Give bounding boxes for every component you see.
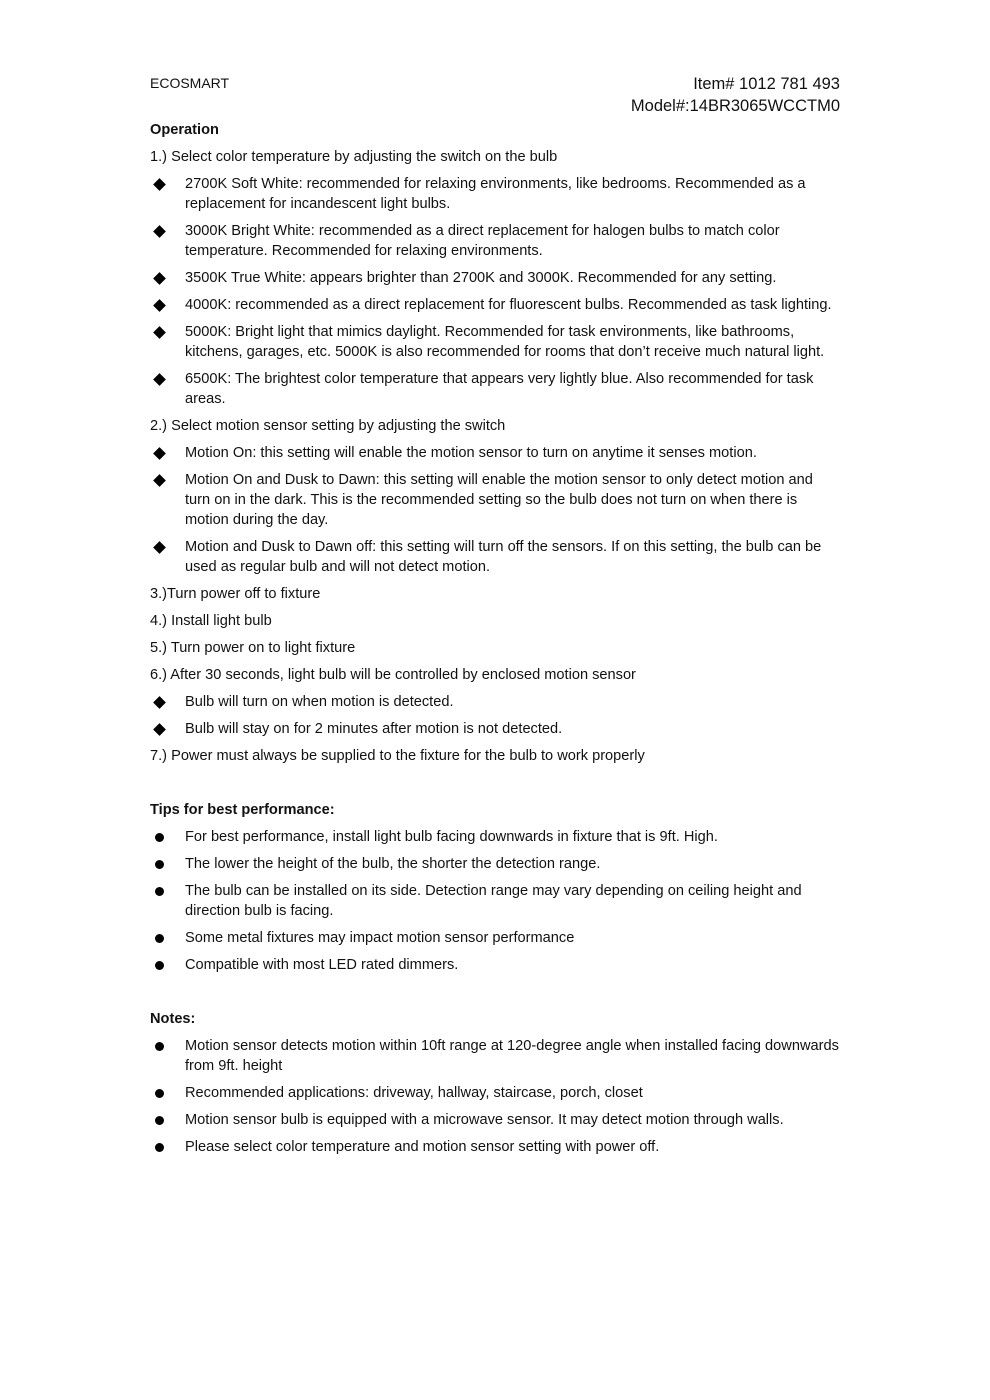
note-text: Please select color temperature and motion sensor setting with power off.: [185, 1139, 660, 1155]
sensor-behavior-item: [150, 692, 840, 712]
note-text: Motion sensor bulb is equipped with a microwave sensor. It may detect motion through walls.: [185, 1112, 784, 1128]
diamond-bullet-icon: [150, 268, 168, 288]
color-temp-item: [150, 369, 840, 409]
document-body: [150, 120, 840, 1164]
color-temp-item: [150, 221, 840, 261]
tip-text: Some metal fixtures may impact motion sensor performance: [185, 930, 575, 946]
dot-bullet-icon: [150, 1036, 168, 1056]
tip-text: Compatible with most LED rated dimmers.: [185, 957, 459, 973]
note-item: [150, 1083, 840, 1103]
tip-text: The lower the height of the bulb, the shorter the detection range.: [185, 856, 601, 872]
motion-setting-item: [150, 443, 840, 463]
diamond-bullet-icon: [150, 295, 168, 315]
tip-item: [150, 854, 840, 874]
color-temp-text: 3500K True White: appears brighter than 2700K and 3000K. Recommended for any setting.: [185, 270, 777, 286]
tip-text: For best performance, install light bulb facing downwards in fixture that is 9ft. High.: [185, 829, 718, 845]
step-3: 3.)Turn power off to fixture: [150, 586, 321, 602]
tip-text: The bulb can be installed on its side. Detection range may vary depending on ceiling height and direction bulb is facing.: [185, 883, 802, 919]
diamond-bullet-icon: [150, 369, 168, 389]
diamond-bullet-icon: [150, 537, 168, 557]
color-temp-text: 5000K: Bright light that mimics daylight. Recommended for task environments, like bathrooms, kitchens, garages, etc. 5000K is also recommended for rooms that don’t receive much natural light.: [185, 324, 825, 360]
dot-bullet-icon: [150, 1137, 168, 1157]
color-temp-text: 4000K: recommended as a direct replacement for fluorescent bulbs. Recommended as task lighting.: [185, 297, 832, 313]
color-temp-text: 2700K Soft White: recommended for relaxing environments, like bedrooms. Recommended as a replacement for incandescent light bulbs.: [185, 176, 806, 212]
note-item: [150, 1137, 840, 1157]
motion-setting-text: Motion On and Dusk to Dawn: this setting will enable the motion sensor to only detect motion and turn on in the dark. This is the recommended setting so the bulb does not turn on when there is motion during the day.: [185, 472, 813, 528]
tip-item: [150, 928, 840, 948]
color-temp-item: [150, 268, 840, 288]
step-6: 6.) After 30 seconds, light bulb will be controlled by enclosed motion sensor: [150, 667, 636, 683]
tip-item: [150, 827, 840, 847]
dot-bullet-icon: [150, 1083, 168, 1103]
diamond-bullet-icon: [150, 221, 168, 241]
color-temp-text: 6500K: The brightest color temperature that appears very lightly blue. Also recommended for task areas.: [185, 371, 814, 407]
model-number: Model#:14BR3065WCCTM0: [630, 97, 840, 115]
motion-setting-text: Motion and Dusk to Dawn off: this setting will turn off the sensors. If on this setting, the bulb can be used as regular bulb and will not detect motion.: [185, 539, 822, 575]
sensor-behavior-text: Bulb will stay on for 2 minutes after motion is not detected.: [185, 721, 563, 737]
diamond-bullet-icon: [150, 443, 168, 463]
motion-setting-item: [150, 537, 840, 577]
motion-setting-item: [150, 470, 840, 530]
color-temp-item: [150, 322, 840, 362]
note-item: [150, 1110, 840, 1130]
tip-item: [150, 955, 840, 975]
note-text: Motion sensor detects motion within 10ft range at 120-degree angle when installed facing downwards from 9ft. height: [185, 1038, 839, 1074]
dot-bullet-icon: [150, 955, 168, 975]
dot-bullet-icon: [150, 928, 168, 948]
dot-bullet-icon: [150, 881, 168, 901]
sensor-behavior-item: [150, 719, 840, 739]
item-number: Item# 1012 781 493: [693, 75, 840, 93]
sensor-behavior-text: Bulb will turn on when motion is detected.: [185, 694, 454, 710]
color-temp-item: [150, 174, 840, 214]
step-5: 5.) Turn power on to light fixture: [150, 640, 356, 656]
operation-heading: Operation: [150, 122, 219, 138]
diamond-bullet-icon: [150, 470, 168, 490]
product-identifiers: [631, 73, 840, 117]
brand-name: ECOSMART: [150, 75, 230, 91]
notes-heading: Notes:: [150, 1011, 196, 1027]
step-4: 4.) Install light bulb: [150, 613, 272, 629]
step-7: 7.) Power must always be supplied to the fixture for the bulb to work properly: [150, 748, 645, 764]
dot-bullet-icon: [150, 854, 168, 874]
note-item: [150, 1036, 840, 1076]
tip-item: [150, 881, 840, 921]
diamond-bullet-icon: [150, 692, 168, 712]
dot-bullet-icon: [150, 1110, 168, 1130]
diamond-bullet-icon: [150, 719, 168, 739]
document-header: [150, 73, 840, 123]
step-1: 1.) Select color temperature by adjusting the switch on the bulb: [150, 149, 558, 165]
color-temp-item: [150, 295, 840, 315]
note-text: Recommended applications: driveway, hallway, staircase, porch, closet: [185, 1085, 643, 1101]
dot-bullet-icon: [150, 827, 168, 847]
step-2: 2.) Select motion sensor setting by adjusting the switch: [150, 418, 506, 434]
tips-heading: Tips for best performance:: [150, 802, 335, 818]
color-temp-text: 3000K Bright White: recommended as a direct replacement for halogen bulbs to match color temperature. Recommended for relaxing environments.: [185, 223, 780, 259]
diamond-bullet-icon: [150, 174, 168, 194]
diamond-bullet-icon: [150, 322, 168, 342]
motion-setting-text: Motion On: this setting will enable the motion sensor to turn on anytime it senses motion.: [185, 445, 757, 461]
